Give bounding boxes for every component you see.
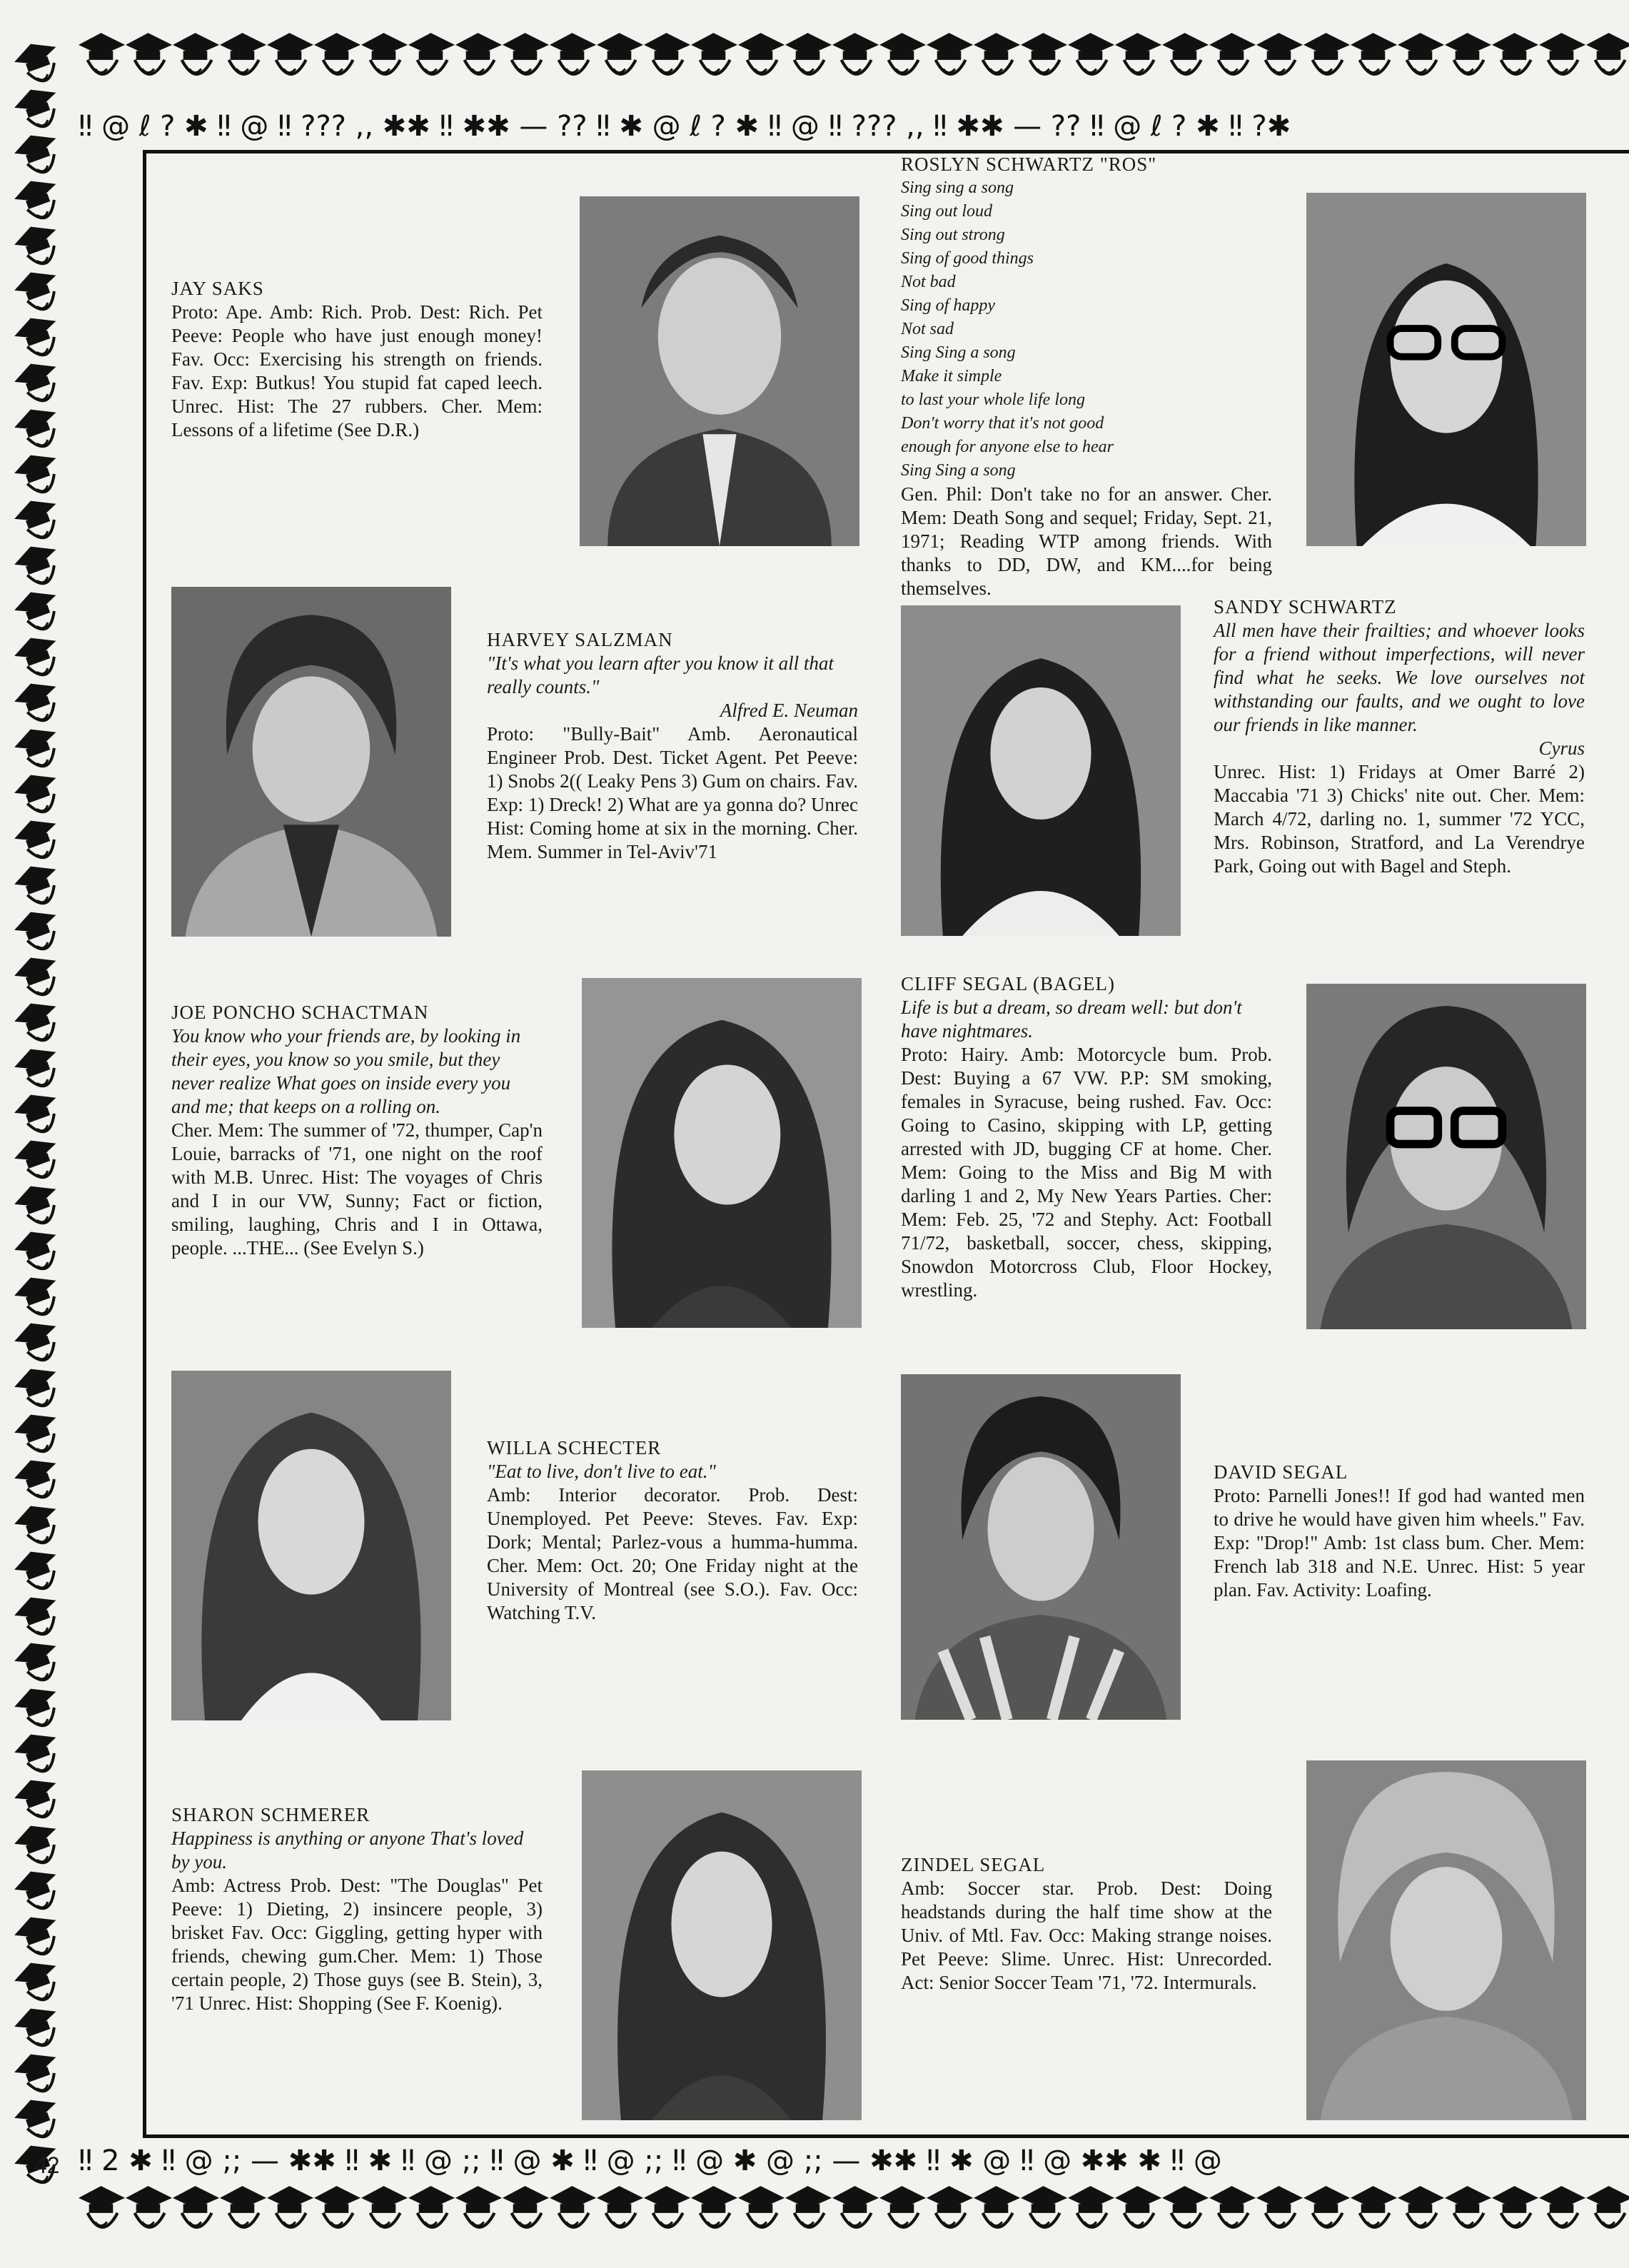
entry-sandy-schwartz [1214,595,1585,878]
song-line: Sing Sing a song [901,343,1016,362]
student-name: SANDY SCHWARTZ [1214,596,1397,618]
song-line: enough for anyone else to hear [901,438,1114,456]
student-bio: Unrec. Hist: 1) Fridays at Omer Barré 2) Maccabia '71 3) Chicks' nite out. Cher. Mem: March 4/72, darling no. 1, summer '72 YCC, Mrs. Robinson, Stratford, and La Verendrye Park, Going out with Bagel and Steph. [1214,761,1585,877]
left-doodle-border [0,43,143,2192]
song-line: Sing sing a song [901,178,1014,197]
student-bio: Proto: Parnelli Jones!! If god had wanted men to drive he would have given him wheels." Fav. Exp: "Drop!" Amb: 1st class bum. Cher. Mem: French lab 318 and N.E. Unrec. Hist: 5 year plan. Fav. Activity: Loafing. [1214,1485,1585,1601]
song-lyrics [901,176,1272,483]
student-quote: "Eat to live, don't live to eat." [487,1461,716,1482]
student-bio: Cher. Mem: The summer of '72, thumper, Cap'n Louie, barracks of '71, one night on the roof with M.B. Unrec. Hist: The voyages of Chris and I in our VW, Sunny; Fact or fiction, smiling, laughing, Chris and I in Ottawa, people. ...THE... (See Evelyn S.) [171,1119,543,1259]
portrait-photo-sandy-schwartz [901,605,1181,936]
song-line: Not bad [901,273,956,291]
student-bio: Proto: Hairy. Amb: Motorcycle bum. Prob. Dest: Buying a 67 VW. P.P: SM smoking, females in Syracuse, being rushed. Fav. Occ: Going to Casino, skipping with LP, getting arrested with JD, bugging CF at home. Cher. Mem: Going to the Miss and Big M with darling 1 and 2, My New Years Parties. Cher: Mem: Feb. 25, '72 and Stephy. Act: Football 71/72, basketball, soccer, chess, skipping, Snowdon Motorcross Club, Floor Hockey, wrestling. [901,1044,1272,1301]
bottom-doodle-border [64,2135,1629,2268]
portrait-photo-zindel-segal [1306,1760,1586,2120]
student-bio: Amb: Actress Prob. Dest: "The Douglas" Pet Peeve: 1) Dieting, 2) insincere people, 3) brisket Fav. Occ: Giggling, getting hyper with friends, chewing gum.Cher. Mem: 1) Those certain people, 2) Those guys (see B. Stein), 3, '71 Unrec. Hist: Shopping (See F. Koenig). [171,1875,543,2014]
student-bio: Amb: Soccer star. Prob. Dest: Doing headstands during the half time show at the Univ. of Mtl. Fav. Occ: Making strange noises. Pet Peeve: Slime. Unrec. Hist: Unrecorded. Act: Senior Soccer Team '71, '72. Intermurals. [901,1878,1272,1993]
mortarboard-row-top-icon [64,29,1629,150]
entry-jay-saks [171,277,543,442]
portrait-photo-sharon-schmerer [582,1770,862,2120]
song-line: Sing out loud [901,202,993,221]
student-bio: Amb: Interior decorator. Prob. Dest: Unemployed. Pet Peeve: Steves. Fav. Exp: Dork; Mental; Parlez-vous a humma-humma. Cher. Mem: Oct. 20; One Friday night at the University of Montreal (see S.O.). Fav. Occ: Watching T.V. [487,1484,858,1623]
portrait-photo-roslyn-schwartz [1306,193,1586,546]
song-line: Don't worry that it's not good [901,414,1104,433]
student-quote: All men have their frailties; and whoever looks for a friend without imperfections, will never find what he seeks. We love ourselves not withstanding our faults, and we ought to love our friends in like manner. [1214,620,1585,735]
portrait-photo-jay-saks [580,196,859,546]
portrait-photo-cliff-segal [1306,984,1586,1329]
portrait-photo-joe-schactman [582,978,862,1328]
song-line: Make it simple [901,367,1002,385]
top-doodle-border [64,29,1629,150]
song-line: Sing out strong [901,226,1005,244]
entry-roslyn-schwartz [901,153,1272,600]
student-name: ROSLYN SCHWARTZ "ROS" [901,153,1157,175]
mortarboard-row-bottom-icon [64,2135,1629,2268]
bottom-doodle-text: ‼ 2 ✱ ‼ @ ;; — ✱✱ ‼ ✱ ‼ @ ;; ‼ @ ✱ ‼ @ ;; ‼ @ ✱ @ ;; — ✱✱ ‼ ✱ @ ‼ @ ✱✱ ✱ ‼ @ [79,2144,1222,2177]
student-bio: Gen. Phil: Don't take no for an answer. Cher. Mem: Death Song and sequel; Friday, Sept. 21, 1971; Reading WTP among friends. With thanks to DD, DW, and KM....for being themselves. [901,483,1272,599]
frame-top-line [143,150,1629,153]
student-quote: "It's what you learn after you know it all that really counts." [487,652,834,697]
student-bio: Proto: Ape. Amb: Rich. Prob. Dest: Rich. Pet Peeve: People who have just enough money! Fav. Occ: Exercising his strength on friends. Fav. Exp: Butkus! You stupid fat caped leech. Unrec. Hist: The 27 rubbers. Cher. Mem: Lessons of a lifetime (See D.R.) [171,301,543,440]
student-name: WILLA SCHECTER [487,1437,662,1458]
student-quote: Happiness is anything or anyone That's loved by you. [171,1828,524,1873]
student-name: HARVEY SALZMAN [487,629,673,650]
entry-harvey-salzman [487,628,858,864]
entry-joe-schactman [171,1001,543,1260]
student-name: JOE PONCHO SCHACTMAN [171,1002,429,1023]
song-line: Sing of good things [901,249,1034,268]
student-bio: Proto: "Bully-Bait" Amb. Aeronautical Engineer Prob. Dest. Ticket Agent. Pet Peeve: 1) Snobs 2(( Leaky Pens 3) Gum on chairs. Fav. Exp: 1) Dreck! 2) What are ya gonna do? Unrec Hist: Coming home at six in the morning. Cher. Mem. Summer in Tel-Aviv'71 [487,723,858,862]
portrait-photo-harvey-salzman [171,587,451,937]
quote-attribution: Cyrus [1538,737,1585,759]
page-number: 42 [34,2152,60,2178]
entry-zindel-segal [901,1853,1272,1995]
student-name: DAVID SEGAL [1214,1461,1348,1483]
mortarboard-column-icon [0,43,143,2192]
student-name: JAY SAKS [171,278,264,299]
frame-bottom-line [143,2135,1629,2138]
song-line: Sing of happy [901,296,995,315]
quote-attribution: Alfred E. Neuman [720,700,858,721]
portrait-photo-david-segal [901,1374,1181,1720]
frame-left-line [143,150,146,2138]
song-line: to last your whole life long [901,390,1085,409]
entry-sharon-schmerer [171,1803,543,2015]
portrait-photo-willa-schecter [171,1371,451,1720]
entry-willa-schecter [487,1436,858,1625]
entry-cliff-segal [901,972,1272,1302]
song-line: Not sad [901,320,954,338]
student-name: ZINDEL SEGAL [901,1854,1046,1875]
entry-david-segal [1214,1461,1585,1602]
student-name: SHARON SCHMERER [171,1804,370,1825]
student-quote: You know who your friends are, by looking in their eyes, you know so you smile, but they never realize What goes on inside every you and me; that keeps on a rolling on. [171,1025,521,1117]
top-doodle-text: ‼ @ ℓ ? ✱ ‼ @ ‼ ??? ,, ✱✱ ‼ ✱✱ — ?? ‼ ✱ @ ℓ ? ✱ ‼ @ ‼ ??? ,, ‼ ✱✱ — ?? ‼ @ ℓ ? ✱ ‼ ?✱ [79,110,1291,143]
student-name: CLIFF SEGAL (BAGEL) [901,973,1115,994]
song-line: Sing Sing a song [901,461,1016,480]
student-quote: Life is but a dream, so dream well: but don't have nightmares. [901,997,1242,1042]
